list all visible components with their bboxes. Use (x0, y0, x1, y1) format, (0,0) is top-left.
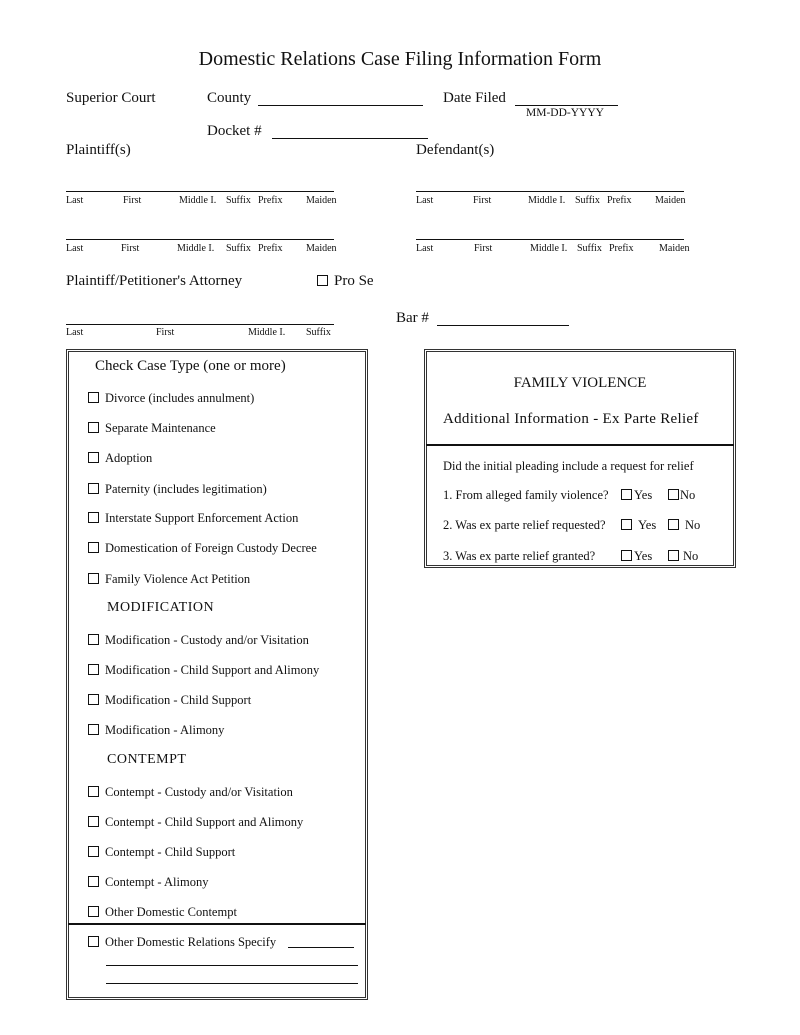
divider (68, 923, 366, 925)
option-label: Other Domestic Relations Specify (105, 935, 277, 949)
yes-label: Yes (638, 518, 657, 532)
checkbox-icon (88, 512, 99, 523)
family-violence-heading: FAMILY VIOLENCE (513, 375, 647, 391)
field-caption: Last (66, 243, 84, 254)
option-label: Domestication of Foreign Custody Decree (105, 541, 317, 555)
page-title: Domestic Relations Case Filing Information Form (198, 48, 602, 70)
q2-yes-checkbox[interactable] (621, 518, 656, 533)
defendant-label: Defendant(s) (416, 142, 495, 158)
checkbox-icon (88, 452, 99, 463)
contempt-alimony[interactable] (88, 875, 208, 890)
checkbox-icon (88, 876, 99, 887)
plaintiff-label: Plaintiff(s) (66, 142, 131, 158)
checkbox-icon (621, 519, 632, 530)
q3-no-checkbox[interactable] (668, 549, 698, 564)
field-caption: Suffix (575, 195, 600, 206)
modification-child-support[interactable] (88, 693, 251, 708)
field-caption: Maiden (306, 243, 337, 254)
field-caption: Maiden (655, 195, 686, 206)
question-2: 2. Was ex parte relief requested? (443, 518, 606, 532)
docket-field[interactable] (272, 138, 428, 139)
field-caption: Maiden (306, 195, 337, 206)
other-specify-line-3[interactable] (106, 983, 358, 984)
checkbox-icon (88, 542, 99, 553)
case-type-heading: Check Case Type (one or more) (95, 358, 286, 374)
field-caption: Prefix (609, 243, 634, 254)
option-label: Divorce (includes annulment) (105, 391, 255, 405)
option-label: Modification - Alimony (105, 723, 225, 737)
checkbox-icon (668, 550, 679, 561)
option-label: Separate Maintenance (105, 421, 216, 435)
bar-number-label: Bar # (396, 310, 429, 326)
option-label: Modification - Child Support (105, 693, 252, 707)
field-caption: First (474, 243, 493, 254)
checkbox-icon (88, 392, 99, 403)
yes-label: Yes (634, 488, 653, 502)
other-specify-line-2[interactable] (106, 965, 358, 966)
option-label: Paternity (includes legitimation) (105, 482, 267, 496)
defendant-name-field-1[interactable] (416, 191, 684, 192)
bar-number-field[interactable] (437, 325, 569, 326)
option-label: Family Violence Act Petition (105, 572, 251, 586)
field-caption: Middle I. (177, 243, 215, 254)
case-type-paternity[interactable] (88, 482, 267, 497)
option-label: Contempt - Custody and/or Visitation (105, 785, 293, 799)
field-caption: Last (66, 195, 84, 206)
pro-se-checkbox[interactable] (317, 273, 374, 290)
question-1: 1. From alleged family violence? (443, 488, 609, 502)
family-violence-subheading: Additional Information - Ex Parte Relief (443, 411, 699, 427)
option-label: Other Domestic Contempt (105, 905, 237, 919)
attorney-label: Plaintiff/Petitioner's Attorney (66, 273, 243, 289)
checkbox-icon (621, 489, 632, 500)
field-caption: Middle I. (528, 195, 566, 206)
modification-custody[interactable] (88, 633, 309, 648)
option-label: Contempt - Child Support (105, 845, 236, 859)
plaintiff-name-field-1[interactable] (66, 191, 334, 192)
q1-no-checkbox[interactable] (668, 488, 695, 503)
county-label: County (207, 90, 252, 106)
case-type-domestication[interactable] (88, 541, 317, 556)
field-caption: First (156, 327, 175, 338)
attorney-name-field[interactable] (66, 324, 334, 325)
date-filed-field[interactable] (515, 105, 618, 106)
field-caption: Last (66, 327, 84, 338)
checkbox-icon (88, 664, 99, 675)
field-caption: Middle I. (530, 243, 568, 254)
field-caption: First (123, 195, 142, 206)
field-caption: Suffix (226, 195, 251, 206)
checkbox-icon (668, 489, 679, 500)
field-caption: Middle I. (248, 327, 286, 338)
field-caption: Prefix (258, 195, 283, 206)
option-label: Adoption (105, 451, 153, 465)
modification-heading: MODIFICATION (107, 600, 215, 615)
plaintiff-name-field-2[interactable] (66, 239, 334, 240)
field-caption: Last (416, 195, 434, 206)
pro-se-label: Pro Se (334, 273, 374, 289)
checkbox-icon (88, 483, 99, 494)
checkbox-icon (317, 275, 328, 286)
option-label: Contempt - Alimony (105, 875, 209, 889)
case-type-separate-maintenance[interactable] (88, 421, 216, 436)
field-caption: Suffix (577, 243, 602, 254)
checkbox-icon (668, 519, 679, 530)
option-label: Contempt - Child Support and Alimony (105, 815, 304, 829)
no-label: No (683, 549, 699, 563)
checkbox-icon (88, 786, 99, 797)
modification-support-alimony[interactable] (88, 663, 319, 678)
case-type-interstate-support[interactable] (88, 511, 298, 526)
field-caption: First (473, 195, 492, 206)
q3-yes-checkbox[interactable] (621, 549, 652, 564)
no-label: No (685, 518, 701, 532)
field-caption: Middle I. (179, 195, 217, 206)
court-label: Superior Court (66, 90, 156, 106)
checkbox-icon (88, 694, 99, 705)
field-caption: First (121, 243, 140, 254)
other-specify-field[interactable] (288, 947, 354, 948)
option-label: Interstate Support Enforcement Action (105, 511, 299, 525)
other-domestic-relations[interactable] (88, 935, 276, 950)
docket-label: Docket # (207, 123, 262, 139)
checkbox-icon (621, 550, 632, 561)
divider (426, 444, 734, 446)
checkbox-icon (88, 816, 99, 827)
contempt-other[interactable] (88, 905, 237, 920)
option-label: Modification - Child Support and Alimony (105, 663, 320, 677)
contempt-custody[interactable] (88, 785, 293, 800)
option-label: Modification - Custody and/or Visitation (105, 633, 309, 647)
checkbox-icon (88, 422, 99, 433)
q2-no-checkbox[interactable] (668, 518, 700, 533)
family-violence-intro: Did the initial pleading include a request for relief (443, 459, 694, 473)
field-caption: Prefix (607, 195, 632, 206)
field-caption: Suffix (306, 327, 331, 338)
date-filed-label: Date Filed (443, 90, 506, 106)
yes-label: Yes (634, 549, 653, 563)
field-caption: Maiden (659, 243, 690, 254)
checkbox-icon (88, 846, 99, 857)
case-type-divorce[interactable] (88, 391, 254, 406)
contempt-heading: CONTEMPT (107, 752, 187, 767)
q1-yes-checkbox[interactable] (621, 488, 652, 503)
contempt-child-support[interactable] (88, 845, 235, 860)
case-type-adoption[interactable] (88, 451, 152, 466)
checkbox-icon (88, 906, 99, 917)
checkbox-icon (88, 724, 99, 735)
county-field[interactable] (258, 105, 423, 106)
checkbox-icon (88, 936, 99, 947)
field-caption: Prefix (258, 243, 283, 254)
case-type-family-violence[interactable] (88, 572, 250, 587)
field-caption: Suffix (226, 243, 251, 254)
checkbox-icon (88, 573, 99, 584)
contempt-support-alimony[interactable] (88, 815, 303, 830)
checkbox-icon (88, 634, 99, 645)
question-3: 3. Was ex parte relief granted? (443, 549, 596, 563)
no-label: No (680, 488, 696, 502)
date-format-hint: MM-DD-YYYY (526, 107, 604, 119)
modification-alimony[interactable] (88, 723, 224, 738)
field-caption: Last (416, 243, 434, 254)
defendant-name-field-2[interactable] (416, 239, 684, 240)
